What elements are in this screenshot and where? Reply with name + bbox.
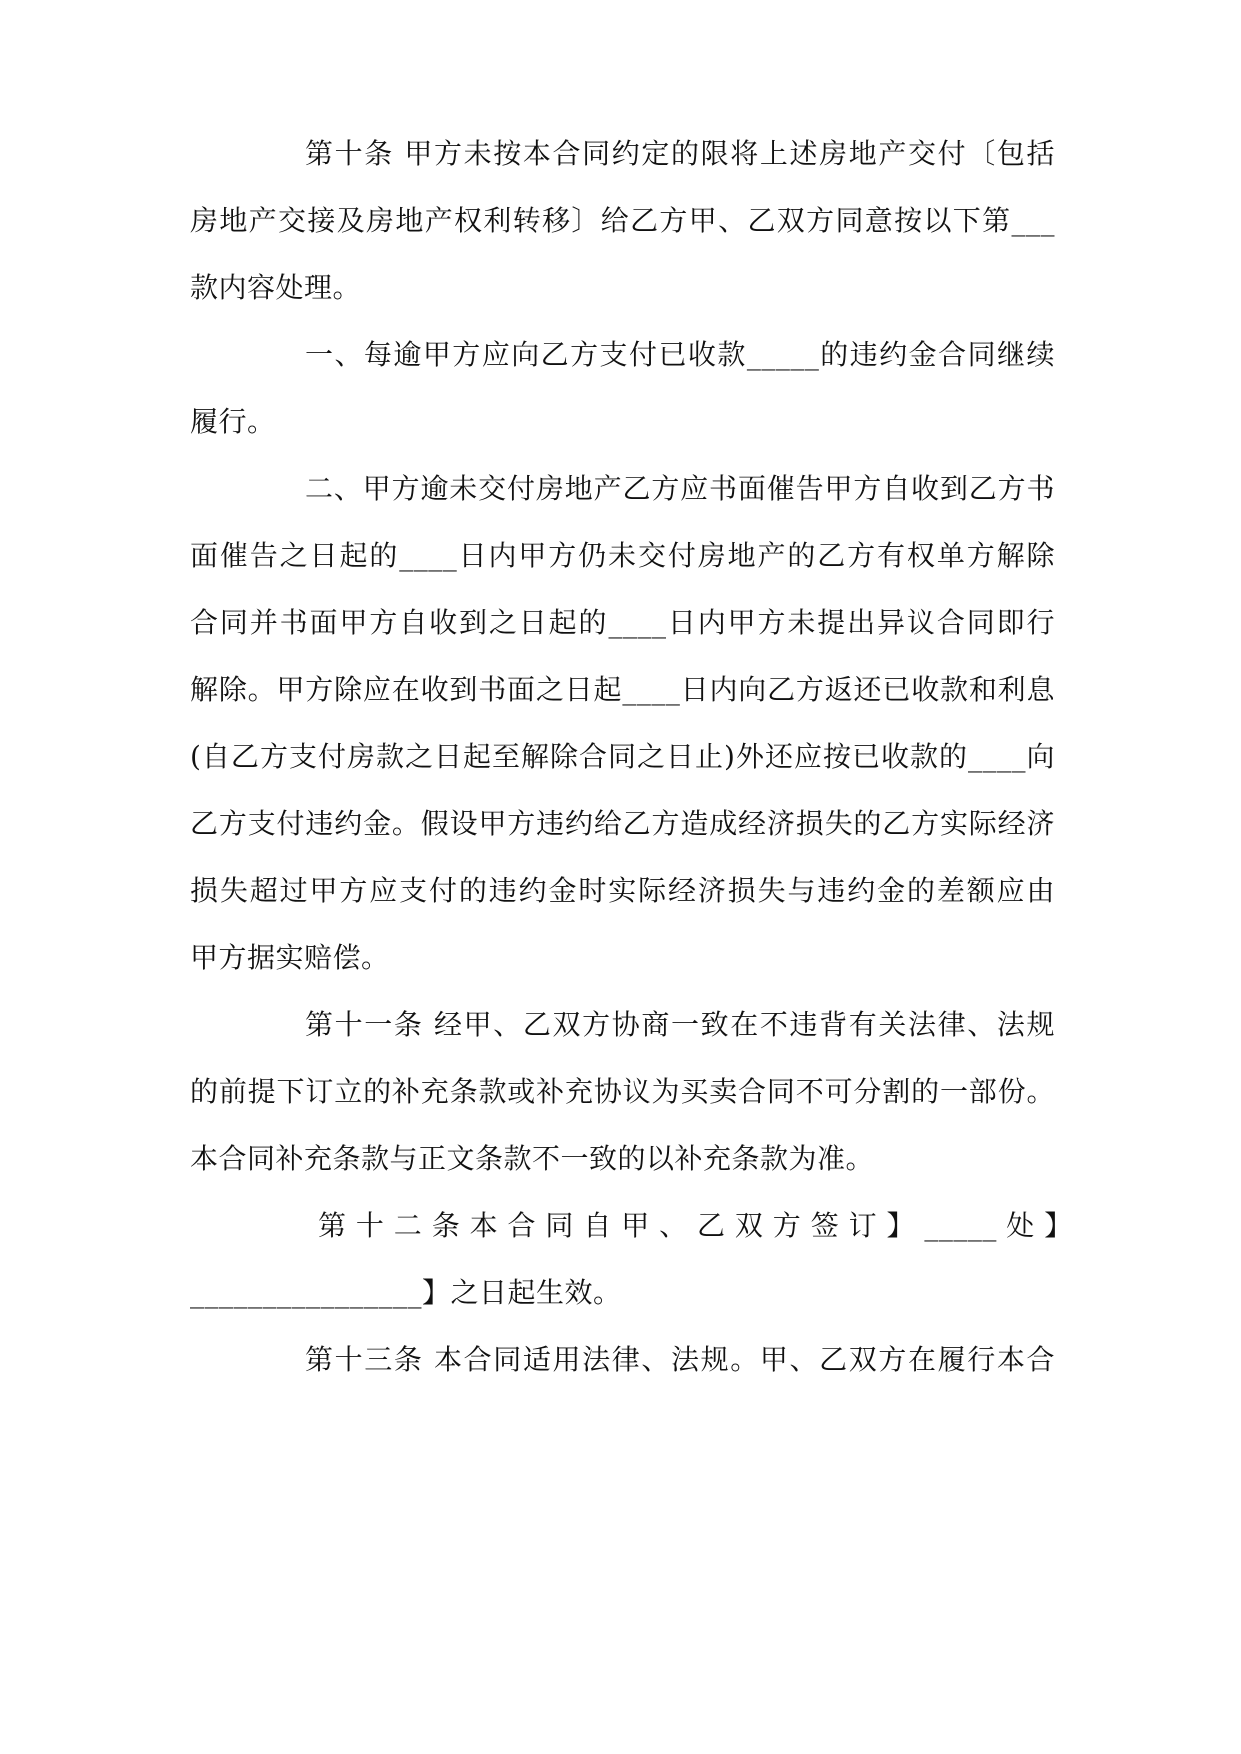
article-12-line-2: ________________】之日起生效。 (190, 1276, 622, 1309)
clause-2-line-1: 二、甲方逾未交付房地产乙方应书面催告甲方自收到乙方书 (305, 472, 1055, 505)
clause-2-line-4: 解除。甲方除应在收到书面之日起____日内向乙方返还已收款和利息 (190, 673, 1055, 706)
article-10-line-1: 第十条 甲方未按本合同约定的限将上述房地产交付〔包括 (305, 137, 1055, 170)
article-10-line-3: 款内容处理。 (190, 271, 362, 304)
article-11-line-3: 本合同补充条款与正文条款不一致的以补充条款为准。 (190, 1142, 875, 1175)
article-12-line-1: 第 十 二 条 本 合 同 自 甲 、 乙 双 方 签 订 】 _____ 处 】 (318, 1209, 1073, 1242)
clause-1-line-2: 履行。 (190, 405, 276, 438)
clause-2-line-8: 甲方据实赔偿。 (190, 941, 390, 974)
clause-2-line-2: 面催告之日起的____日内甲方仍未交付房地产的乙方有权单方解除 (190, 539, 1055, 572)
clause-2-line-7: 损失超过甲方应支付的违约金时实际经济损失与违约金的差额应由 (190, 874, 1055, 907)
clause-1-line-1: 一、每逾甲方应向乙方支付已收款_____的违约金合同继续 (305, 338, 1055, 371)
article-11-line-1: 第十一条 经甲、乙双方协商一致在不违背有关法律、法规 (305, 1008, 1055, 1041)
clause-2-line-6: 乙方支付违约金。假设甲方违约给乙方造成经济损失的乙方实际经济 (190, 807, 1055, 840)
article-11-line-2: 的前提下订立的补充条款或补充协议为买卖合同不可分割的一部份。 (190, 1075, 1055, 1108)
clause-2-line-3: 合同并书面甲方自收到之日起的____日内甲方未提出异议合同即行 (190, 606, 1055, 639)
article-10-line-2: 房地产交接及房地产权利转移〕给乙方甲、乙双方同意按以下第___ (190, 204, 1055, 237)
article-13-line-1: 第十三条 本合同适用法律、法规。甲、乙双方在履行本合 (305, 1343, 1055, 1376)
clause-2-line-5: (自乙方支付房款之日起至解除合同之日止)外还应按已收款的____向 (190, 740, 1055, 773)
